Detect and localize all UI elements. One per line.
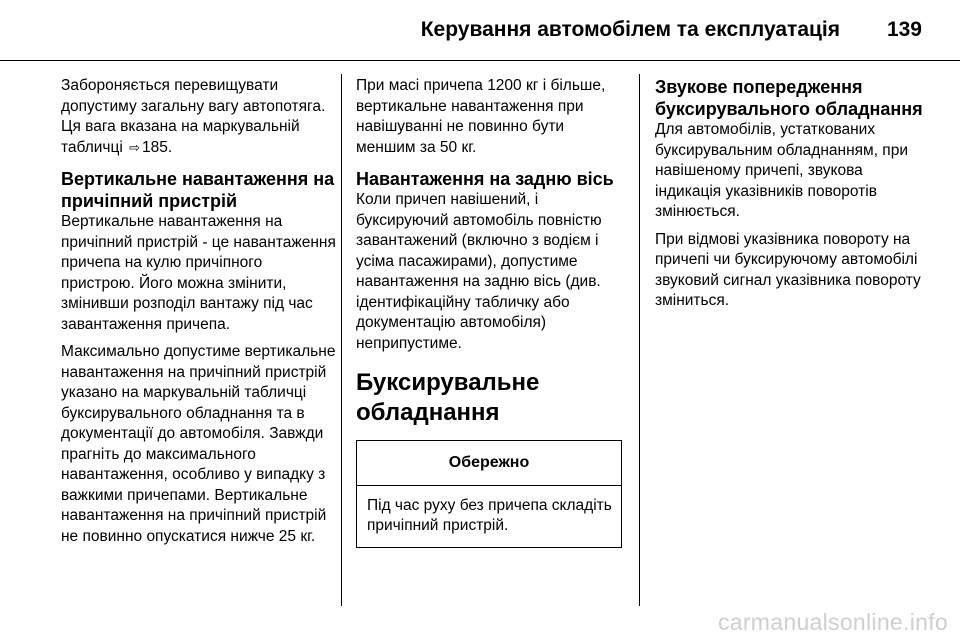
intro-text: Забороняється перевищувати допустиму загальну вагу автопотяга. Ця вага вказана на маркувальній табличці [61, 77, 326, 156]
intro-paragraph [61, 76, 336, 158]
caution-title: Обережно [357, 441, 621, 486]
caution-text: Під час руху без причепа складіть причіпний пристрій. [367, 496, 612, 534]
paragraph-trailer-mass: При масі причепа 1200 кг і більше, вертикальне навантаження при навішуванні не повинно бути меншим за 50 кг. [356, 77, 606, 156]
reference-arrow-icon: ⇨ [129, 139, 141, 155]
column-left [61, 76, 336, 554]
page-header-title: Керування автомобілем та експлуатація [420, 18, 840, 41]
column-divider-right [639, 74, 640, 606]
column-right [655, 76, 930, 319]
page-number: 139 [886, 18, 922, 41]
paragraph-vertical-load: Вертикальне навантаження на причіпний пристрій - це навантаження причепа на кулю причіпного пристрою. Його можна змінити, змінивши розподіл вантажу під час завантаження причепа. [61, 213, 336, 333]
paragraph-max-load: Максимально допустиме вертикальне навантаження на причіпний пристрій указано на маркувальній табличці буксирувального обладнання та в документації до автомобіля. Завжди прагніть до максимального навантаження, особливо у випадку з важкими причепами. Вертикальне навантаження на причіпний пристрій не повинно опускатися нижче 25 кг. [61, 343, 336, 545]
intro-reference: 185. [142, 138, 173, 156]
heading-sound-warning: Звукове попередження буксирувального обладнання [655, 77, 923, 119]
paragraph-sound-1: Для автомобілів, устаткованих буксирувальним обладнанням, при навішеному причепі, звукова індикація указівників поворотів змінюється. [655, 121, 908, 220]
heading-towing-equipment: Буксирувальне обладнання [356, 369, 540, 426]
heading-vertical-load: Вертикальне навантаження на причіпний пристрій [61, 169, 335, 211]
heading-rear-axle: Навантаження на задню вісь [356, 169, 614, 189]
header-divider [0, 60, 960, 61]
watermark: carmanualsonline.info [717, 609, 948, 635]
paragraph-sound-2: При відмові указівника повороту на причепі чи буксируючому автомобілі звуковий сигнал указівника повороту зміниться. [655, 230, 921, 309]
column-middle [356, 76, 626, 548]
caution-box [356, 440, 622, 548]
column-divider-left [341, 74, 342, 606]
paragraph-rear-axle: Коли причеп навішений, і буксируючий автомобіль повністю завантажений (включно з водієм і усіма пасажирами), допустиме навантаження на задню вісь (див. ідентифікаційну табличку або документацію автомобіля) неприпустиме. [356, 191, 602, 352]
